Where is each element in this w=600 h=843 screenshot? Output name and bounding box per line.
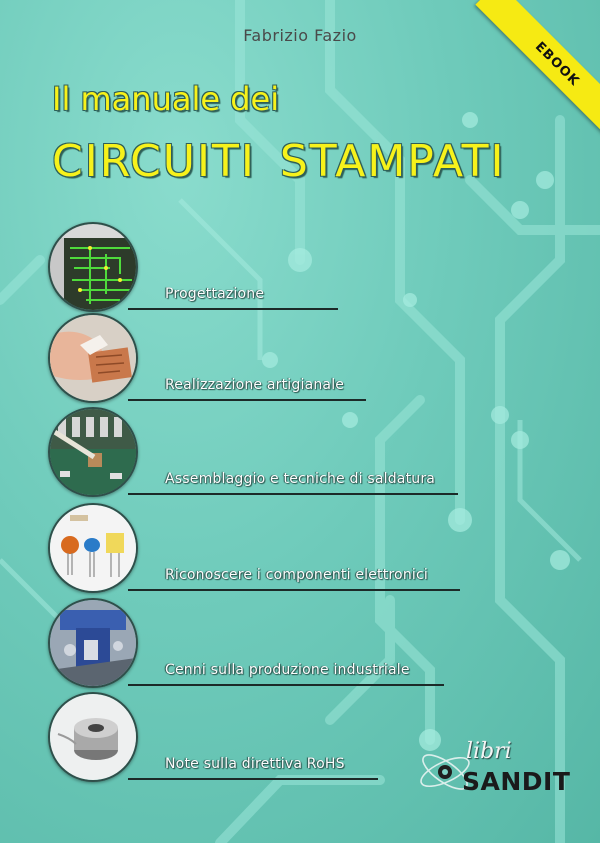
topic-underline xyxy=(128,399,366,401)
industrial-machine-icon xyxy=(48,598,138,688)
handmade-pcb-icon xyxy=(48,313,138,403)
topic-underline xyxy=(128,589,460,591)
topic-row-rohs xyxy=(48,692,468,782)
topic-label: Assemblaggio e tecniche di saldatura xyxy=(165,471,436,487)
publisher-name-line1: libri xyxy=(466,739,512,764)
topic-label: Progettazione xyxy=(165,286,265,302)
topic-underline xyxy=(128,684,444,686)
topic-row-produzione xyxy=(48,598,468,688)
electronic-components-icon xyxy=(48,503,138,593)
topic-underline xyxy=(128,493,458,495)
soldering-icon xyxy=(48,407,138,497)
topic-label: Riconoscere i componenti elettronici xyxy=(165,567,428,583)
topic-label: Note sulla direttiva RoHS xyxy=(165,756,345,772)
topic-row-progettazione xyxy=(48,222,468,312)
ebook-badge-label: EBOOK xyxy=(532,38,583,90)
title-line-1: Il manuale dei xyxy=(52,80,280,118)
topic-label: Realizzazione artigianale xyxy=(165,377,345,393)
pcb-design-software-icon xyxy=(48,222,138,312)
author-name: Fabrizio Fazio xyxy=(243,26,357,45)
topic-row-realizzazione xyxy=(48,313,468,403)
title-line-2: CIRCUITI STAMPATI xyxy=(52,136,506,187)
topic-row-assemblaggio xyxy=(48,407,468,497)
topic-underline xyxy=(128,308,338,310)
publisher-name-line2: SANDIT xyxy=(462,767,571,796)
topic-row-componenti xyxy=(48,503,468,593)
topic-label: Cenni sulla produzione industriale xyxy=(165,662,410,678)
topic-underline xyxy=(128,778,378,780)
solder-wire-spool-icon xyxy=(48,692,138,782)
